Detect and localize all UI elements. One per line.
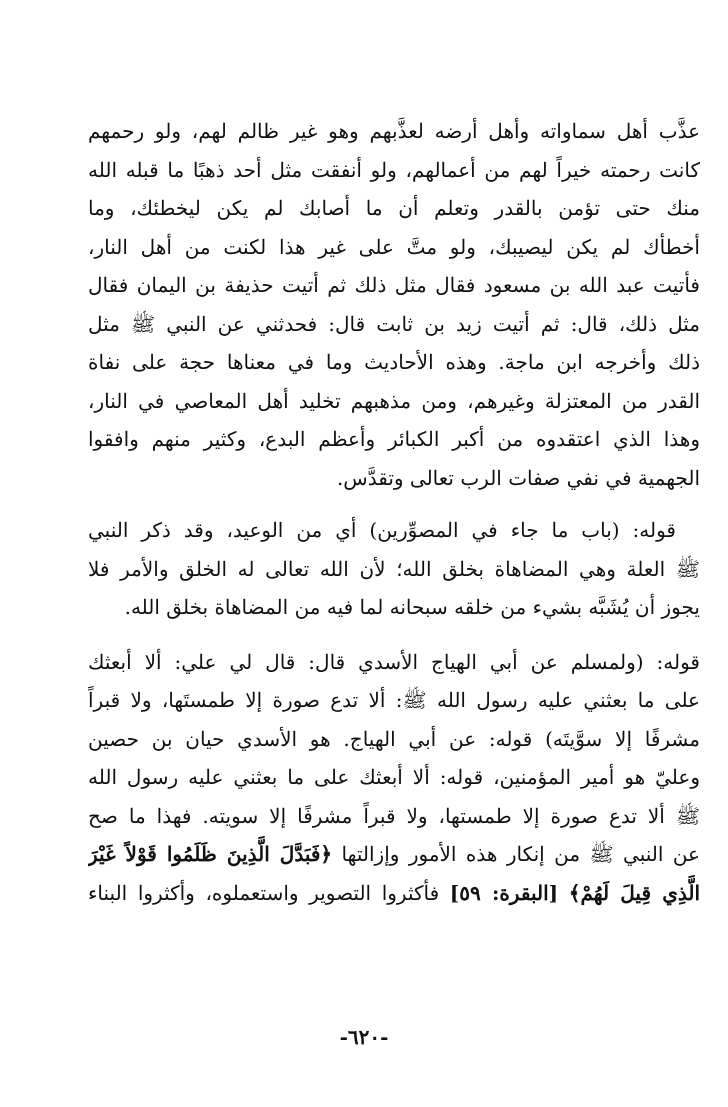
page-body (88, 112, 700, 912)
quran-verse: ﴿فَبَدَّلَ الَّذِينَ ظَلَمُوا قَوْلاً غَيْرَ (88, 842, 333, 866)
paragraph-3 (88, 643, 700, 913)
quran-verse: الَّذِي قِيلَ لَهُمْ﴾ (568, 880, 700, 905)
text-line: منك حتى تؤمن بالقدر وتعلم أن ما أصابك لم يكن ليخطئك، وما (88, 196, 700, 220)
text-line: القدر من المعتزلة وغيرهم، ومن مذهبهم تخليد أهل المعاصي في النار، (88, 388, 700, 413)
text-line: وعليّ هو أمير المؤمنين، قوله: ألا أبعثك على ما بعثني عليه رسول الله (88, 765, 700, 789)
paragraph-2 (88, 511, 700, 627)
text-line (88, 835, 700, 874)
text-line: وهذا الذي اعتقدوه من أكبر الكبائر وأعظم البدع، وكثير منهم وافقوا (88, 427, 700, 451)
text-line: ﷺ ألا تدع صورة إلا طمستها، ولا قبراً مشرفًا إلا سويته. فهذا ما صح (88, 803, 700, 828)
text-line: أخطأك لم يكن ليصيبك، ولو متَّ على غير هذا لكنت من أهل النار، (88, 234, 700, 259)
text-line: مشرفًا إلا سوَّيتَه) قوله: عن أبي الهياج. هو الأسدي حيان بن حصين (88, 726, 700, 751)
text-line (88, 874, 700, 913)
text-line: ﷺ العلة وهي المضاهاة بخلق الله؛ لأن الله تعالى له الخلق والأمر فلا (88, 556, 700, 581)
text-line: مثل ذلك، قال: ثم أتيت زيد بن ثابت قال: فحدثني عن النبي ﷺ مثل (88, 311, 700, 336)
paragraph-1 (88, 112, 700, 497)
text-line: فأتيت عبد الله بن مسعود فقال مثل ذلك ثم أتيت حذيفة بن اليمان فقال (88, 273, 700, 297)
text-fragment: عن النبي ﷺ من إنكار هذه الأمور وإزالتها (341, 842, 700, 866)
quran-citation: [البقرة: ٥٩] (449, 880, 559, 905)
page-number: -٦٢٠- (339, 1025, 389, 1049)
text-line: ذلك وأخرجه ابن ماجة. وهذه الأحاديث وما في معناها حجة على نفاة (88, 350, 700, 374)
text-line: قوله: (ولمسلم عن أبي الهياج الأسدي قال: قال لي علي: ألا أبعثك (88, 649, 700, 674)
text-line: يجوز أن يُشَبَّه بشيء من خلقه سبحانه لما فيه من المضاهاة بخلق الله. (124, 595, 700, 619)
text-line: عذَّب أهل سماواته وأهل أرضه لعذَّبهم وهو غير ظالم لهم، ولو رحمهم (88, 119, 700, 143)
text-line: كانت رحمته خيراً لهم من أعمالهم، ولو أنفقت مثل أحد ذهبًا ما قبله الله (88, 157, 700, 182)
text-fragment: فأكثروا التصوير واستعملوه، وأكثروا البناء (88, 880, 440, 905)
text-line: قوله: (باب ما جاء في المصوِّرين) أي من الوعيد، وقد ذكر النبي (88, 518, 676, 542)
text-line: الجهمية في نفي صفات الرب تعالى وتقدَّس. (336, 465, 700, 490)
text-line: على ما بعثني عليه رسول الله ﷺ: ألا تدع صورة إلا طمستَها، ولا قبراً (88, 688, 700, 712)
